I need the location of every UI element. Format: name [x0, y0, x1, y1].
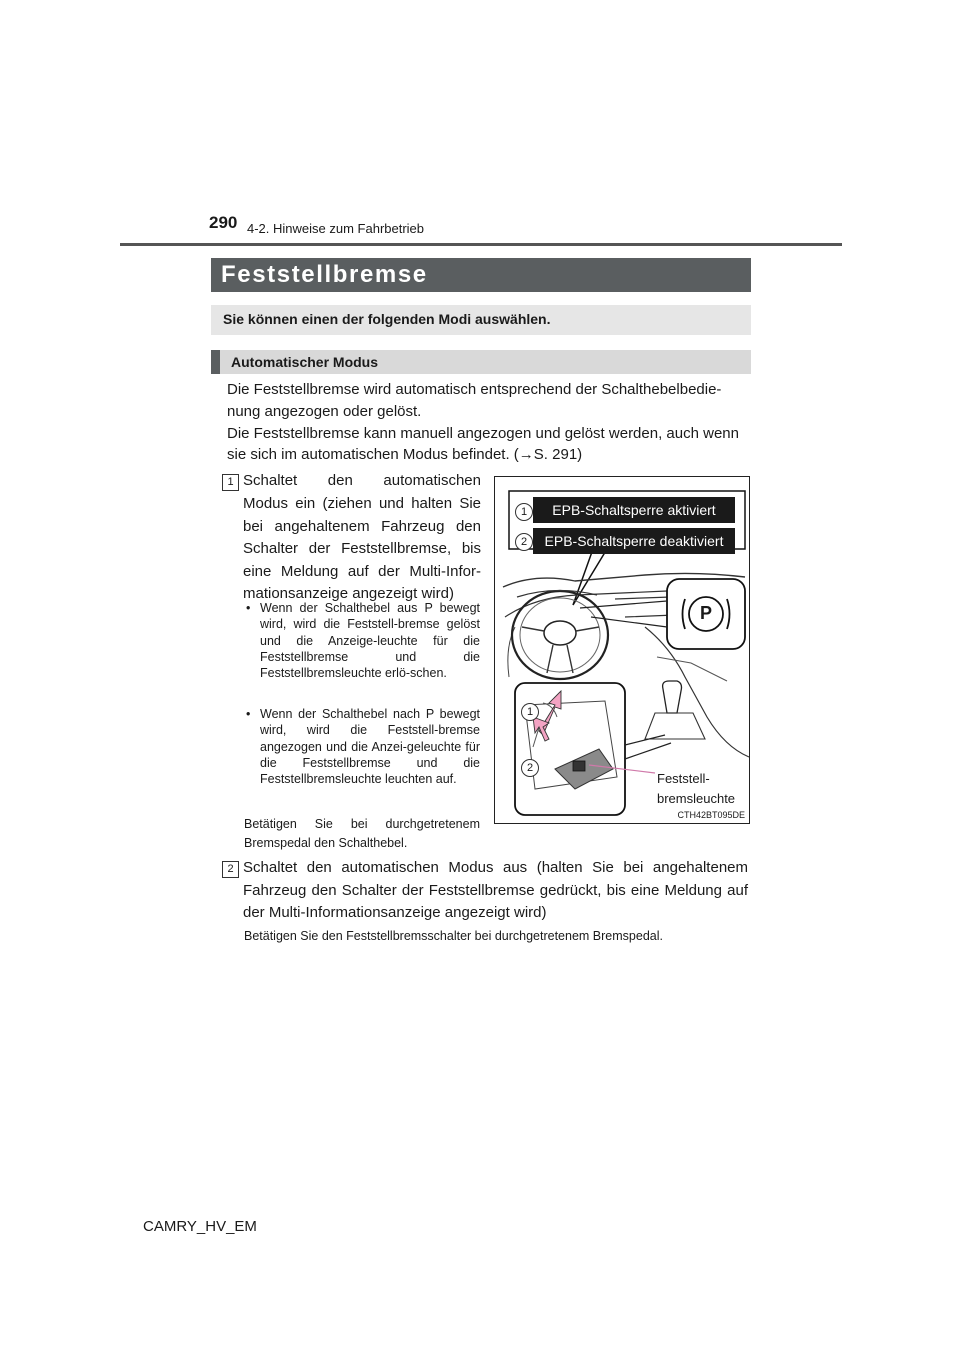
brake-lamp-label-line: bremsleuchte — [657, 791, 736, 806]
message-epb-deactivated: EPB-Schaltsperre deaktiviert — [533, 528, 735, 554]
lead-box — [211, 305, 751, 335]
step2-text: Schaltet den automatischen Modus aus (halten Sie bei angehaltenem Fahrzeug den Schalter der Feststellbremse gedrückt, bis eine Meldung auf der Multi-Informationsanzeige angezeigt wird) — [243, 859, 748, 921]
arrow-label-2: 2 — [521, 759, 539, 777]
brake-lamp-label-line: Feststell- — [657, 771, 710, 786]
page-number: 290 — [209, 213, 238, 232]
message-epb-activated: EPB-Schaltsperre aktiviert — [533, 497, 735, 523]
document-footer: CAMRY_HV_EM — [143, 1218, 257, 1235]
bullet-text: Wenn der Schalthebel aus P bewegt wird, wird die Feststell-bremse gelöst und die Anzeige-leuchte für die Feststellbremse und die Feststellbremsleuchte erlö-schen. — [260, 601, 480, 681]
intro-line: sie sich im automatischen Modus befindet. (→S. 291) — [227, 446, 583, 463]
step1-line: mationsanzeige angezeigt wird) — [243, 585, 454, 602]
step1-line: Schaltet den automatischen — [243, 472, 481, 489]
subsection-bar — [211, 350, 751, 374]
lead-text: Sie können einen der folgenden Modi auswählen. — [223, 311, 551, 327]
figure-code: CTH42BT095DE — [677, 810, 745, 820]
page-title: Feststellbremse — [221, 261, 428, 288]
step1-line: bei angehaltenem Fahrzeug den — [243, 518, 481, 535]
arrow-label-1: 1 — [521, 703, 539, 721]
step1-note: Betätigen Sie bei durchgetretenem Bremspedal den Schalthebel. — [244, 817, 480, 850]
step-number-2: 2 — [222, 861, 239, 878]
bullet-item — [244, 706, 480, 787]
parking-p-icon: P — [699, 603, 712, 623]
intro-line: nung angezogen oder gelöst. — [227, 403, 422, 420]
bullet-item — [244, 600, 480, 681]
bullet-mark: • — [246, 601, 251, 615]
bullet-mark: • — [246, 707, 251, 721]
step1-line: Modus ein (ziehen und halten Sie — [243, 495, 481, 512]
section-breadcrumb: 4-2. Hinweise zum Fahrbetrieb — [247, 221, 425, 236]
page-title-bar — [211, 258, 751, 292]
intro-line: Die Feststellbremse kann manuell angezogen und gelöst werden, auch wenn — [227, 425, 739, 442]
step1-line: Schalter der Feststellbremse, bis — [243, 540, 481, 557]
figure-callout-1: 1 — [515, 503, 533, 521]
intro-line: Die Feststellbremse wird automatisch entsprechend der Schalthebelbedie- — [227, 381, 722, 398]
parking-brake-figure — [494, 476, 750, 824]
step1-line: eine Meldung auf der Multi-Infor- — [243, 563, 481, 580]
step2-note: Betätigen Sie den Feststellbremsschalter bei durchgetretenem Bremspedal. — [244, 929, 663, 943]
step-number-1: 1 — [222, 474, 239, 491]
header-divider — [120, 243, 842, 246]
bullet-text: Wenn der Schalthebel nach P bewegt wird, wird die Feststell-bremse angezogen und die Anzei-geleuchte für die Feststellbremse und die Feststellbremsleuchte leuchten auf. — [260, 707, 480, 787]
figure-callout-2: 2 — [515, 533, 533, 551]
brake-lamp-label — [657, 769, 735, 809]
subsection-title: Automatischer Modus — [231, 354, 379, 370]
